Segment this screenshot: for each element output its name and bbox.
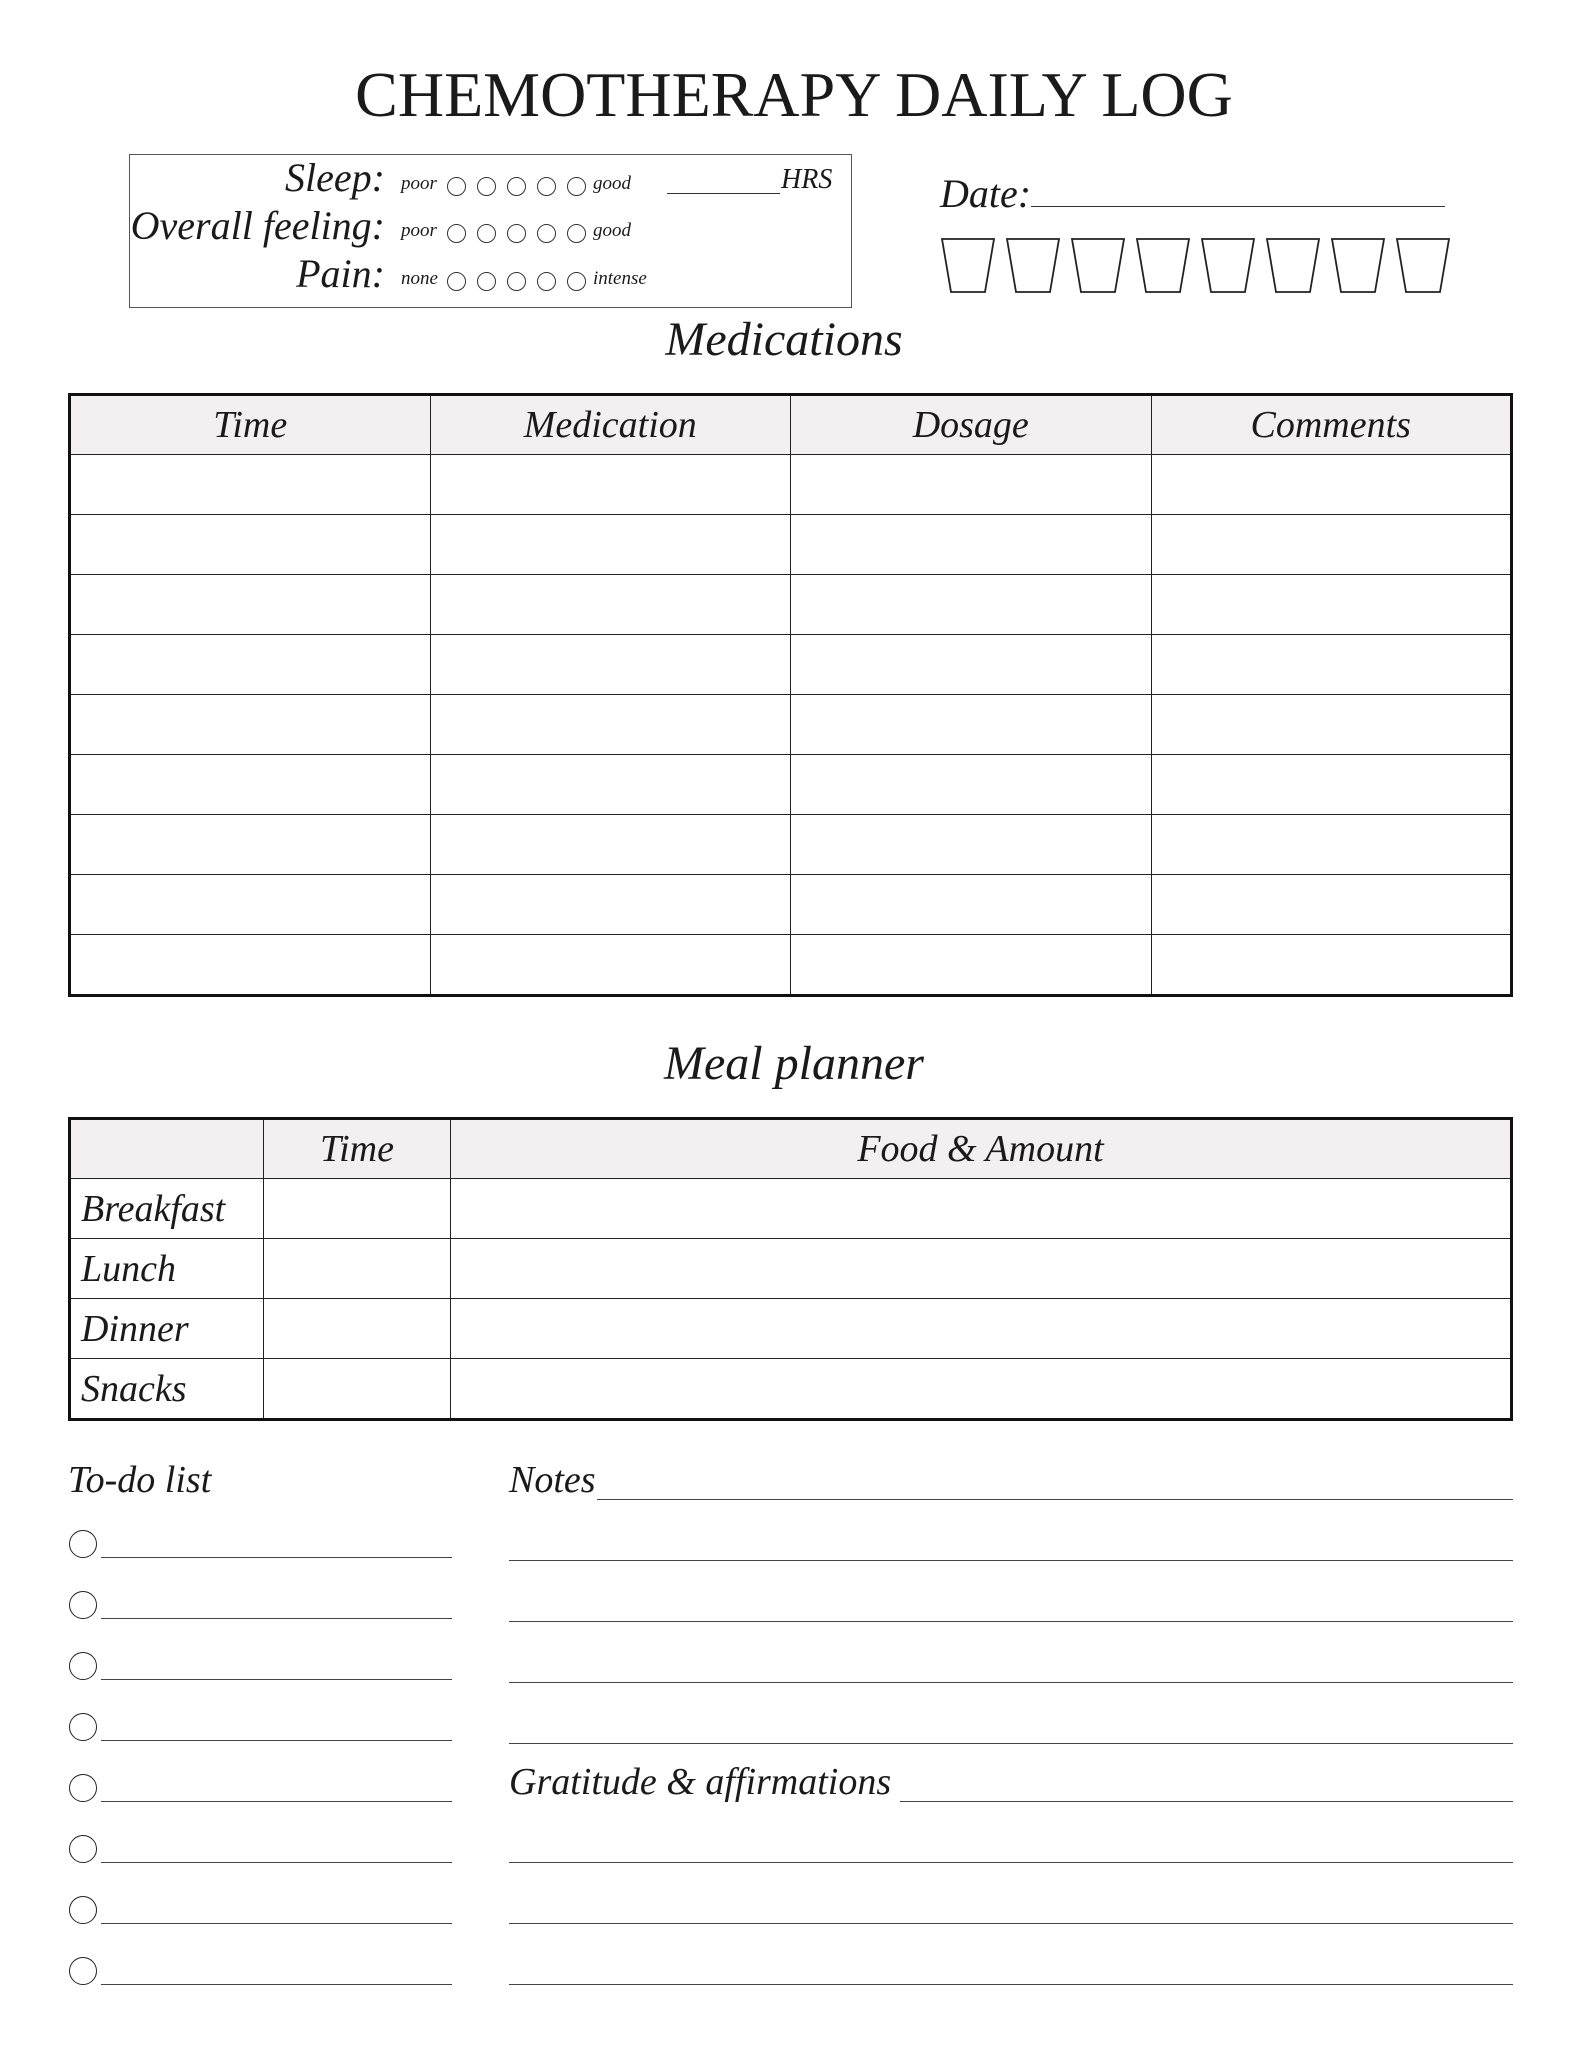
table-cell[interactable] (791, 515, 1152, 575)
table-cell[interactable] (1151, 515, 1512, 575)
water-cup-icon (1397, 239, 1449, 292)
table-cell[interactable] (791, 935, 1152, 996)
table-row (70, 875, 1512, 935)
table-cell[interactable] (70, 755, 431, 815)
table-cell[interactable] (70, 455, 431, 515)
todo-line[interactable] (101, 1679, 452, 1680)
pain-rating-4[interactable] (537, 272, 556, 291)
sleep-high: good (593, 173, 631, 194)
feeling-rating-3[interactable] (507, 224, 526, 243)
col-dosage: Dosage (791, 395, 1152, 455)
todo-line[interactable] (101, 1862, 452, 1863)
feeling-rating-2[interactable] (477, 224, 496, 243)
feeling-low: poor (401, 220, 437, 241)
pain-low: none (401, 268, 438, 289)
hrs-label: HRS (781, 164, 833, 195)
feeling-rating-5[interactable] (567, 224, 586, 243)
table-cell[interactable] (1151, 575, 1512, 635)
table-cell[interactable] (1151, 455, 1512, 515)
table-cell[interactable] (70, 695, 431, 755)
medications-header-row (70, 395, 1512, 455)
table-cell[interactable] (70, 515, 431, 575)
pain-high: intense (593, 268, 647, 289)
todo-checkbox[interactable] (69, 1713, 97, 1741)
notes-title: Notes (509, 1459, 596, 1501)
table-cell[interactable] (430, 755, 791, 815)
table-cell[interactable] (70, 815, 431, 875)
pain-rating-5[interactable] (567, 272, 586, 291)
feeling-rating-4[interactable] (537, 224, 556, 243)
pain-rating-3[interactable] (507, 272, 526, 291)
meal-food-cell[interactable] (451, 1299, 1512, 1359)
sleep-rating-3[interactable] (507, 177, 526, 196)
todo-checkbox[interactable] (69, 1530, 97, 1558)
table-row (70, 695, 1512, 755)
meal-label: Lunch (70, 1239, 264, 1299)
todo-checkbox[interactable] (69, 1652, 97, 1680)
meal-time-cell[interactable] (264, 1359, 451, 1420)
sleep-rating-5[interactable] (567, 177, 586, 196)
table-cell[interactable] (70, 935, 431, 996)
col-comments: Comments (1151, 395, 1512, 455)
water-cup-icon (1267, 239, 1319, 292)
col-medication: Medication (430, 395, 791, 455)
table-cell[interactable] (791, 815, 1152, 875)
medications-title: Medications (665, 313, 903, 366)
notes-line[interactable] (509, 1682, 1513, 1683)
table-cell[interactable] (70, 635, 431, 695)
table-row (70, 515, 1512, 575)
meal-row-snacks (70, 1359, 1512, 1420)
table-cell[interactable] (70, 575, 431, 635)
feeling-rating-1[interactable] (447, 224, 466, 243)
col-food-amount: Food & Amount (451, 1119, 1512, 1179)
notes-line[interactable] (597, 1499, 1513, 1500)
sleep-hours-field[interactable] (667, 193, 780, 194)
feeling-high: good (593, 220, 631, 241)
meal-planner-table (68, 1117, 1513, 1421)
sleep-rating-2[interactable] (477, 177, 496, 196)
table-row (70, 455, 1512, 515)
water-cup-icon (1072, 239, 1124, 292)
table-cell[interactable] (430, 815, 791, 875)
water-tracker (941, 238, 1461, 294)
todo-checkbox[interactable] (69, 1835, 97, 1863)
meal-label: Breakfast (70, 1179, 264, 1239)
table-cell[interactable] (791, 695, 1152, 755)
gratitude-line[interactable] (900, 1801, 1513, 1802)
meal-time-cell[interactable] (264, 1179, 451, 1239)
table-cell[interactable] (791, 755, 1152, 815)
todo-line[interactable] (101, 1801, 452, 1802)
gratitude-title: Gratitude & affirmations (509, 1761, 892, 1803)
meal-food-cell[interactable] (451, 1179, 1512, 1239)
table-cell[interactable] (430, 875, 791, 935)
date-field[interactable] (1031, 206, 1445, 207)
table-cell[interactable] (430, 635, 791, 695)
col-meal-time: Time (264, 1119, 451, 1179)
table-cell[interactable] (430, 515, 791, 575)
overall-feeling-label: Overall feeling: (130, 203, 385, 248)
table-cell[interactable] (791, 575, 1152, 635)
table-cell[interactable] (791, 875, 1152, 935)
meal-label: Snacks (70, 1359, 264, 1420)
gratitude-line[interactable] (509, 1984, 1513, 1985)
todo-line[interactable] (101, 1618, 452, 1619)
meal-food-cell[interactable] (451, 1359, 1512, 1420)
table-cell[interactable] (1151, 635, 1512, 695)
notes-line[interactable] (509, 1560, 1513, 1561)
table-cell[interactable] (430, 455, 791, 515)
water-cup-icon (1007, 239, 1059, 292)
date-label: Date: (940, 171, 1032, 216)
sleep-low: poor (401, 173, 437, 194)
meal-label: Dinner (70, 1299, 264, 1359)
meal-food-cell[interactable] (451, 1239, 1512, 1299)
meal-row-lunch (70, 1239, 1512, 1299)
todo-checkbox[interactable] (69, 1774, 97, 1802)
sleep-label: Sleep: (285, 155, 385, 200)
todo-title: To-do list (68, 1459, 212, 1501)
notes-line[interactable] (509, 1621, 1513, 1622)
meal-header-row (70, 1119, 1512, 1179)
table-cell[interactable] (791, 455, 1152, 515)
water-cup-icon (1202, 239, 1254, 292)
notes-line[interactable] (509, 1743, 1513, 1744)
table-row (70, 575, 1512, 635)
table-cell[interactable] (1151, 875, 1512, 935)
water-cup-icon (1137, 239, 1189, 292)
table-row (70, 635, 1512, 695)
gratitude-line[interactable] (509, 1862, 1513, 1863)
table-cell[interactable] (430, 695, 791, 755)
table-row (70, 815, 1512, 875)
water-cup-icon (1332, 239, 1384, 292)
todo-line[interactable] (101, 1923, 452, 1924)
todo-line[interactable] (101, 1557, 452, 1558)
meal-time-cell[interactable] (264, 1299, 451, 1359)
pain-rating-2[interactable] (477, 272, 496, 291)
table-cell[interactable] (1151, 695, 1512, 755)
table-cell[interactable] (430, 935, 791, 996)
pain-rating-1[interactable] (447, 272, 466, 291)
table-cell[interactable] (1151, 815, 1512, 875)
todo-line[interactable] (101, 1740, 452, 1741)
todo-checkbox[interactable] (69, 1957, 97, 1985)
todo-line[interactable] (101, 1984, 452, 1985)
sleep-rating-4[interactable] (537, 177, 556, 196)
meal-row-breakfast (70, 1179, 1512, 1239)
sleep-rating-1[interactable] (447, 177, 466, 196)
table-cell[interactable] (1151, 755, 1512, 815)
medications-table (68, 393, 1513, 997)
table-row (70, 755, 1512, 815)
col-meal (70, 1119, 264, 1179)
table-cell[interactable] (430, 575, 791, 635)
todo-checkbox[interactable] (69, 1591, 97, 1619)
table-cell[interactable] (791, 635, 1152, 695)
page-title: CHEMOTHERAPY DAILY LOG (355, 59, 1233, 130)
todo-checkbox[interactable] (69, 1896, 97, 1924)
water-cup-icon (942, 239, 994, 292)
table-row (70, 935, 1512, 996)
table-cell[interactable] (1151, 935, 1512, 996)
meal-row-dinner (70, 1299, 1512, 1359)
meal-time-cell[interactable] (264, 1239, 451, 1299)
col-time: Time (70, 395, 431, 455)
gratitude-line[interactable] (509, 1923, 1513, 1924)
pain-label: Pain: (296, 251, 385, 296)
meal-planner-title: Meal planner (664, 1037, 924, 1090)
table-cell[interactable] (70, 875, 431, 935)
